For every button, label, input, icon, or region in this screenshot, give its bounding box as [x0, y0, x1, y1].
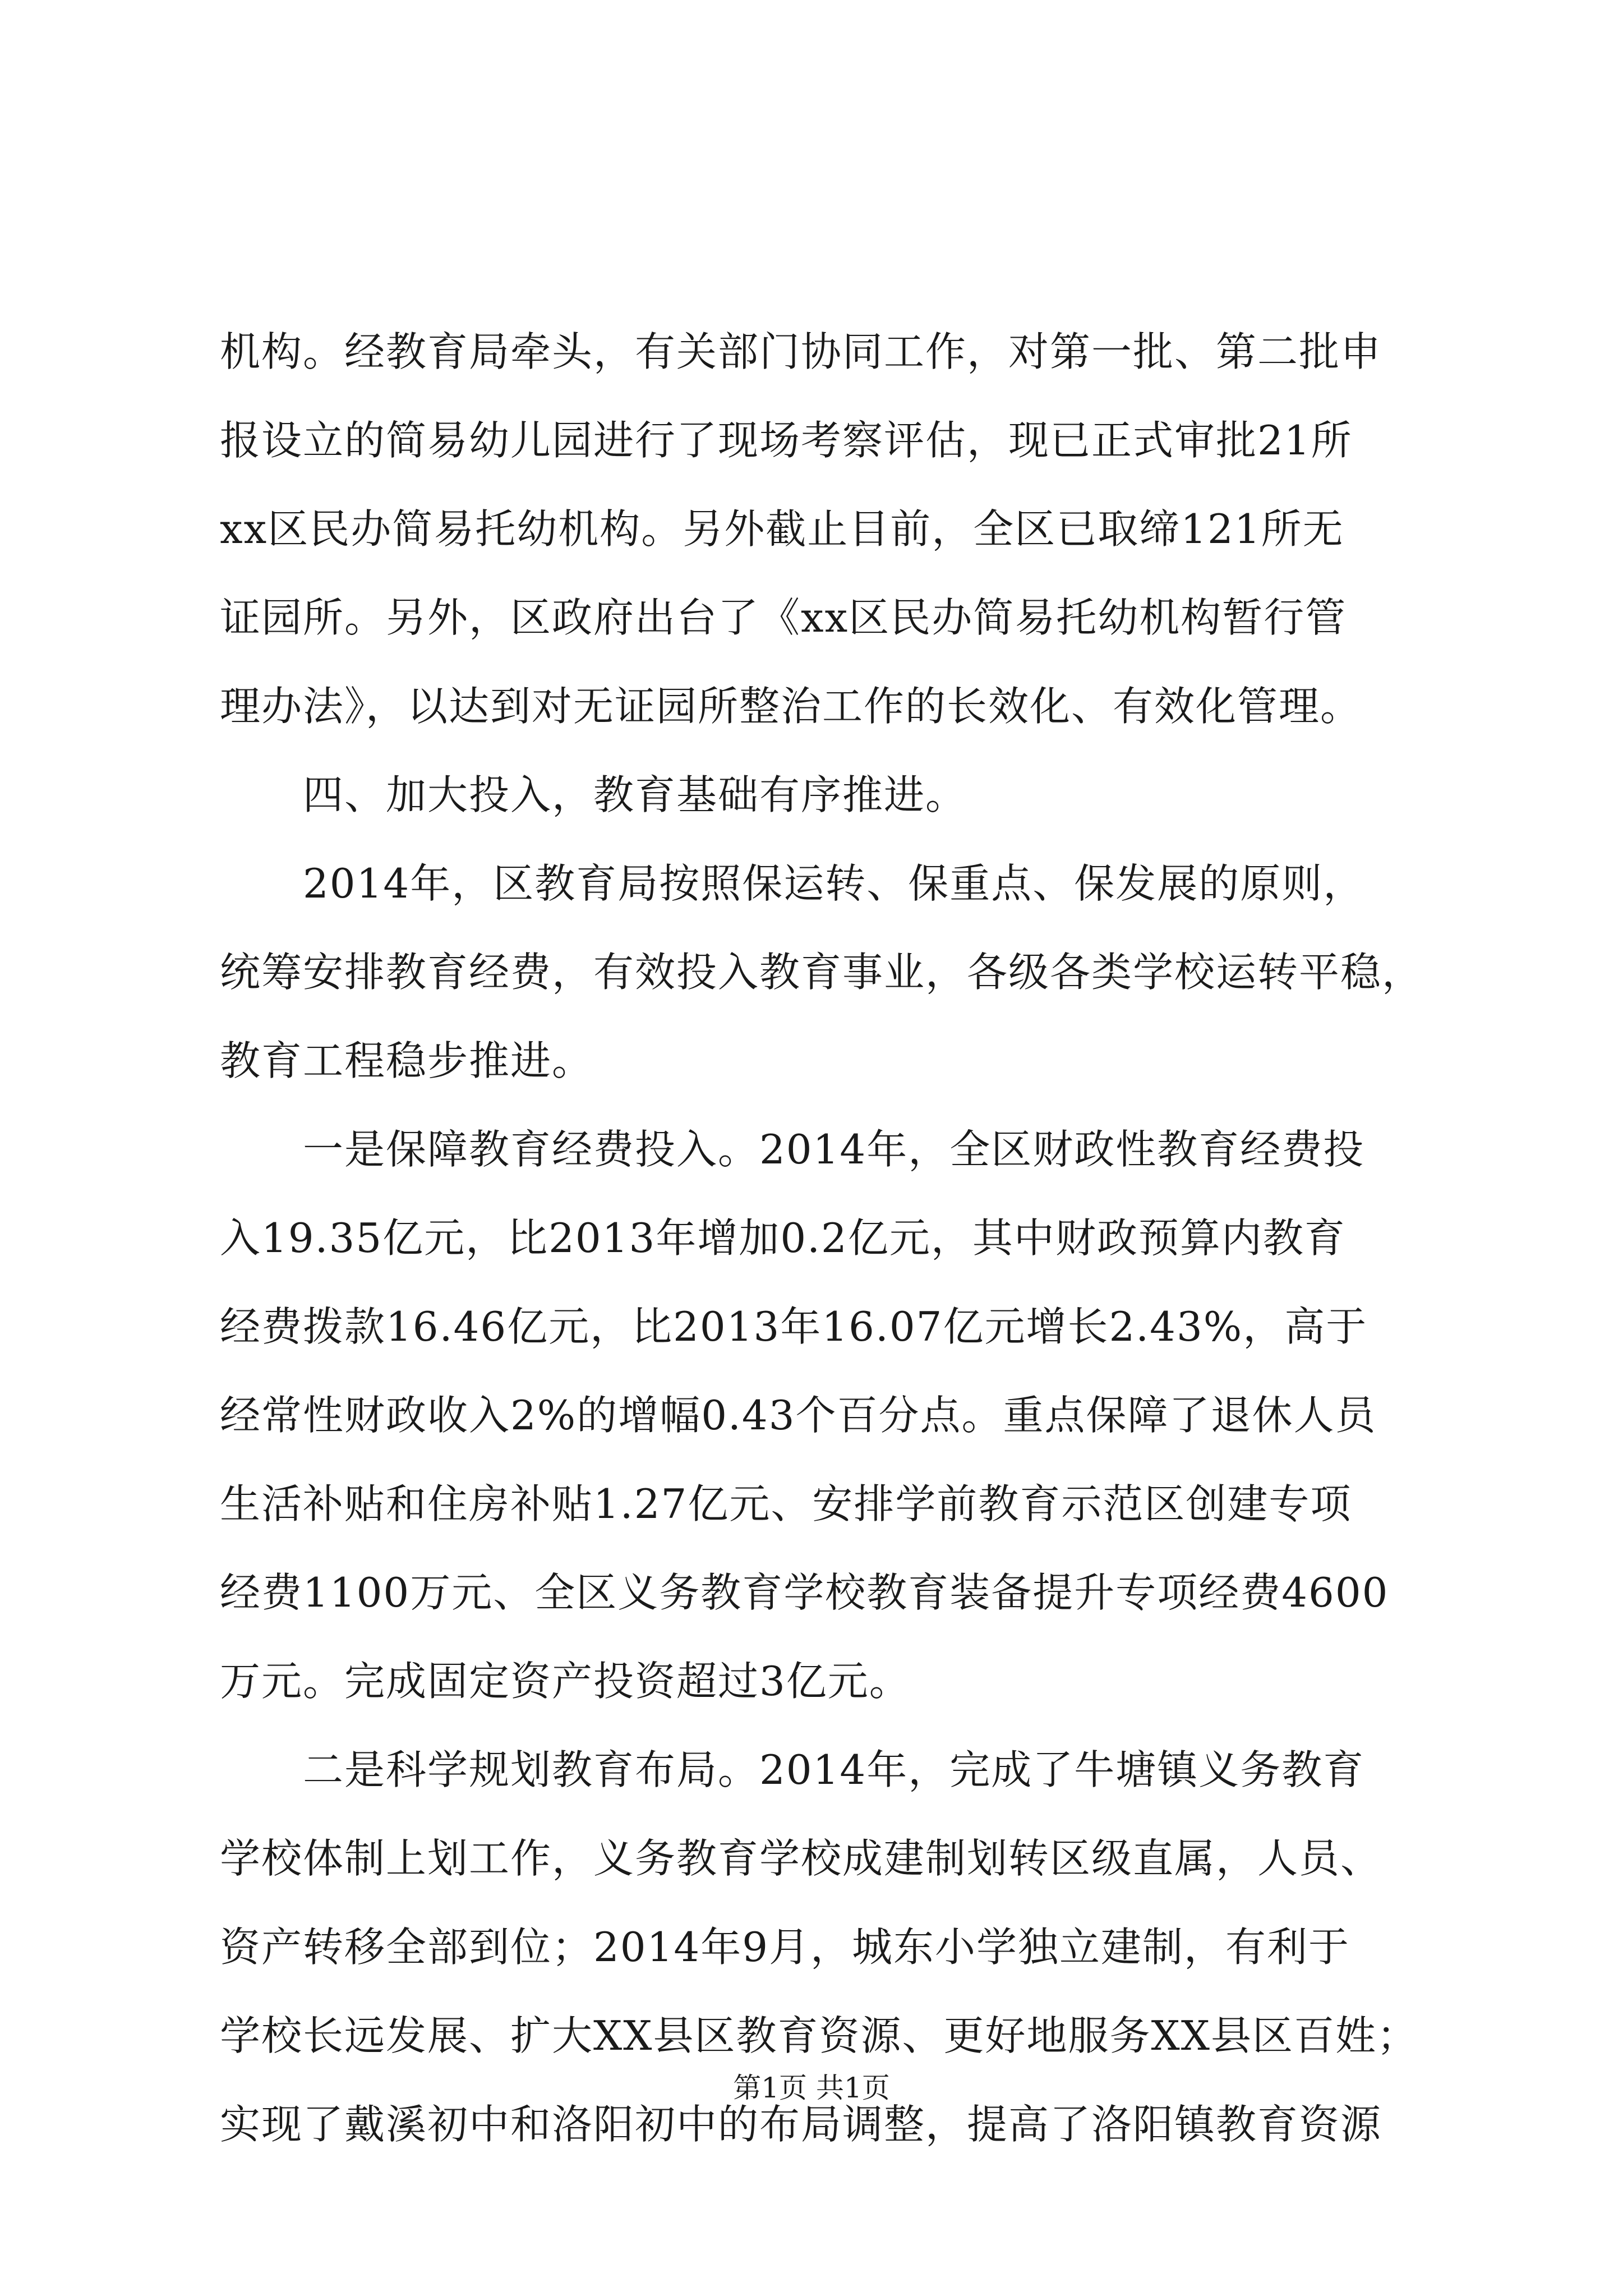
text-line: 学校长远发展、扩大XX县区教育资源、更好地服务XX县区百姓；	[220, 2012, 1419, 2059]
text-line: 资产转移全部到位；2014年9月，城东小学独立建制，有利于	[220, 1924, 1350, 1971]
text-line: 万元。完成固定资产投资超过3亿元。	[220, 1658, 911, 1705]
paragraph-start: 一是保障教育经费投入。2014年，全区财政性教育经费投	[303, 1126, 1365, 1173]
text-line: 实现了戴溪初中和洛阳初中的布局调整，提高了洛阳镇教育资源	[220, 2101, 1382, 2148]
paragraph-start: 2014年，区教育局按照保运转、保重点、保发展的原则，	[303, 860, 1365, 907]
text-line: 学校体制上划工作，义务教育学校成建制划转区级直属，人员、	[220, 1835, 1382, 1882]
text-line: 生活补贴和住房补贴1.27亿元、安排学前教育示范区创建专项	[220, 1480, 1352, 1527]
body-text	[220, 307, 1426, 2169]
text-line: 报设立的简易幼儿园进行了现场考察评估，现已正式审批21所	[220, 417, 1353, 464]
text-line: 经费1100万元、全区义务教育学校教育装备提升专项经费4600	[220, 1569, 1389, 1616]
text-line: 教育工程稳步推进。	[220, 1037, 594, 1084]
text-line: 统筹安排教育经费，有效投入教育事业，各级各类学校运转平稳，	[220, 949, 1424, 996]
text-line: 经常性财政收入2%的增幅0.43个百分点。重点保障了退休人员	[220, 1392, 1377, 1439]
paragraph-start: 二是科学规划教育布局。2014年，完成了牛塘镇义务教育	[303, 1746, 1365, 1793]
text-line: 机构。经教育局牵头，有关部门协同工作，对第一批、第二批申	[220, 328, 1382, 375]
page-number: 第1页 共1页	[733, 2072, 890, 2104]
text-line: 经费拨款16.46亿元，比2013年16.07亿元增长2.43%，高于	[220, 1303, 1368, 1350]
section-heading: 四、加大投入，教育基础有序推进。	[303, 771, 967, 818]
text-line: 入19.35亿元，比2013年增加0.2亿元，其中财政预算内教育	[220, 1214, 1346, 1262]
text-line: 理办法》，以达到对无证园所整治工作的长效化、有效化管理。	[220, 683, 1362, 730]
text-line: 证园所。另外，区政府出台了《xx区民办简易托幼机构暂行管	[220, 594, 1347, 641]
text-line: xx区民办简易托幼机构。另外截止目前，全区已取缔121所无	[220, 505, 1344, 553]
page-footer	[0, 2071, 1623, 2105]
